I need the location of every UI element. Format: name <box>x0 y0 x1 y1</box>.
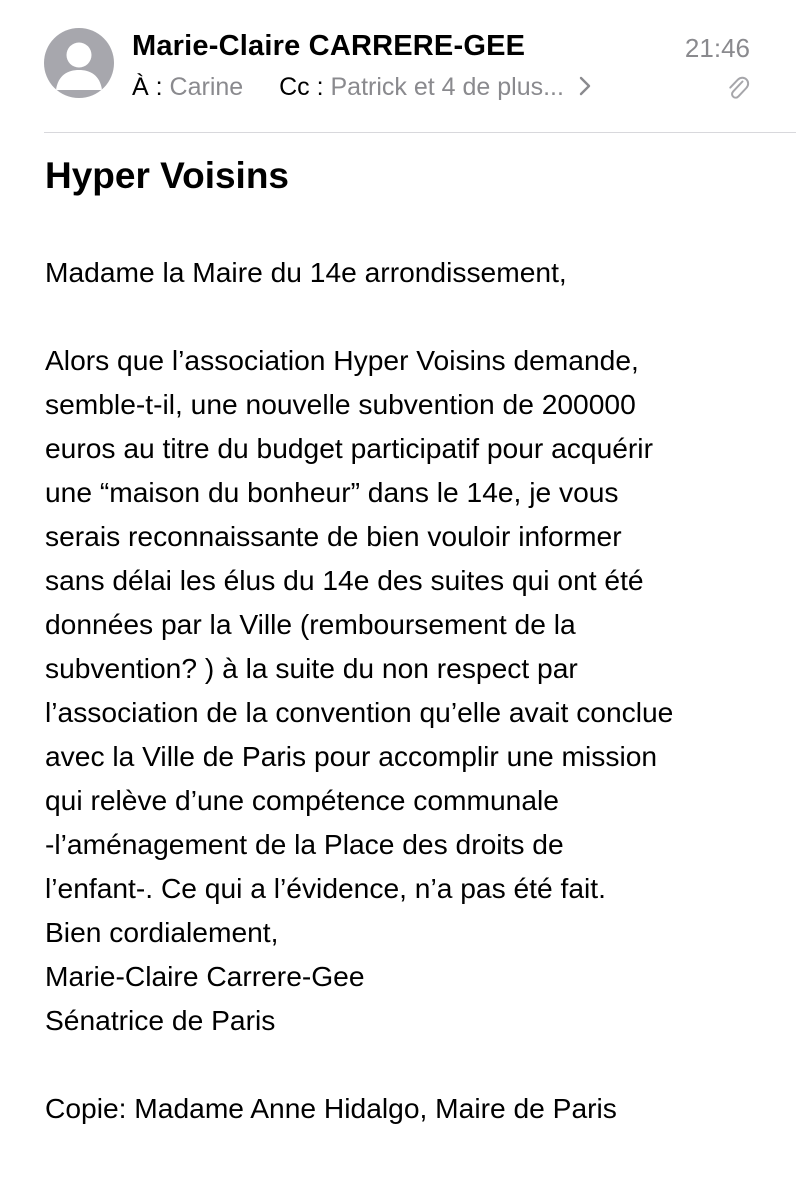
sender-name[interactable]: Marie-Claire CARRERE-GEE <box>132 30 526 62</box>
mail-header <box>0 0 796 132</box>
paragraph-line: serais reconnaissante de bien vouloir informer <box>45 520 622 552</box>
blank-line <box>45 1042 775 1086</box>
paragraph-line: -l’aménagement de la Place des droits de <box>45 828 564 860</box>
paragraph-line: euros au titre du budget participatif pour acquérir <box>45 432 653 464</box>
person-avatar-icon <box>44 28 114 98</box>
paragraph-line: l’association de la convention qu’elle avait conclue <box>45 696 674 728</box>
cc-label: Cc : <box>279 73 324 101</box>
paragraph-line: qui relève d’une compétence communale <box>45 784 559 816</box>
to-label: À : <box>132 73 163 101</box>
paragraph-line: une “maison du bonheur” dans le 14e, je vous <box>45 476 619 508</box>
paperclip-icon[interactable] <box>726 74 750 102</box>
paragraph-line: sans délai les élus du 14e des suites qui ont été <box>45 564 644 596</box>
signature-name: Marie-Claire Carrere-Gee <box>45 960 365 992</box>
blank-line <box>45 294 775 338</box>
mail-body <box>45 250 775 1130</box>
paragraph-line: Alors que l’association Hyper Voisins demande, <box>45 344 639 376</box>
chevron-right-icon[interactable] <box>579 74 591 103</box>
paragraph-line: données par la Ville (remboursement de la <box>45 608 576 640</box>
greeting-line: Madame la Maire du 14e arrondissement, <box>45 256 567 288</box>
paragraph-line: subvention? ) à la suite du non respect par <box>45 652 578 684</box>
paragraph-line: semble-t-il, une nouvelle subvention de 200000 <box>45 388 636 420</box>
cc-value: Patrick et 4 de plus... <box>330 73 564 101</box>
paragraph-line: avec la Ville de Paris pour accomplir une mission <box>45 740 658 772</box>
header-divider <box>44 132 796 133</box>
signature-title: Sénatrice de Paris <box>45 1004 276 1036</box>
recipients-row[interactable] <box>132 73 591 103</box>
to-value: Carine <box>169 73 244 101</box>
copy-line: Copie: Madame Anne Hidalgo, Maire de Paris <box>45 1092 617 1124</box>
closing-line: Bien cordialement, <box>45 916 279 948</box>
mail-subject: Hyper Voisins <box>45 155 290 196</box>
sender-avatar[interactable] <box>44 28 114 98</box>
paragraph-line: l’enfant-. Ce qui a l’évidence, n’a pas été fait. <box>45 872 606 904</box>
message-time: 21:46 <box>684 33 750 63</box>
